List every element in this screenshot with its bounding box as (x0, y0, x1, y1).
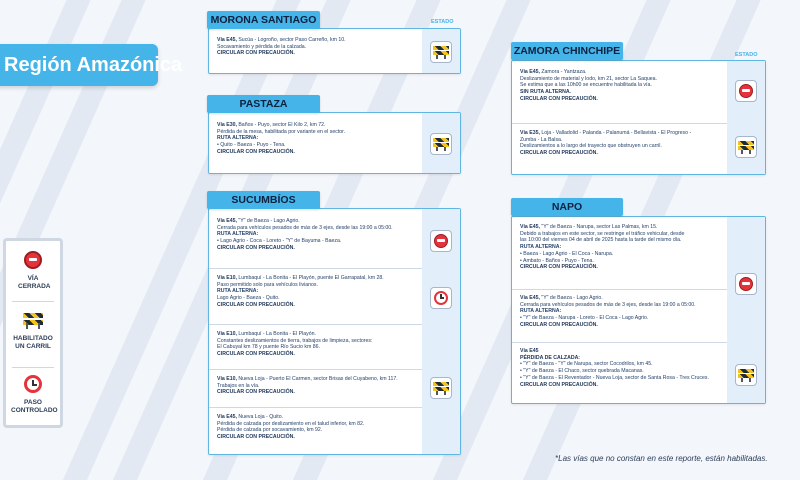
status-slot (735, 273, 757, 295)
road-route: "Y" de Baeza - Lago Agrio. (236, 218, 300, 224)
alt-route-item: • Baeza - Lago Agrio - El Coca - Narupa. (520, 251, 723, 258)
province-title-sucumbios: SUCUMBÍOS (207, 191, 320, 209)
road-detail: las 10:00 del viernes 04 de abril de 2025 hasta la tarde del mismo día. (520, 237, 682, 244)
road-entry (217, 37, 418, 57)
estado-label: ESTADO (735, 52, 758, 58)
affected-sector-item: • "Y" de Baeza - "Y" de Narupa, sector Cocodrilos, km 45. (520, 361, 723, 368)
road-entry (217, 376, 418, 396)
caution-note: CIRCULAR CON PRECAUCIÓN. (520, 381, 598, 388)
status-slot (430, 133, 452, 155)
province-title-morona-santiago: MORONA SANTIAGO (207, 11, 320, 29)
alt-route-label: RUTA ALTERNA: (217, 288, 259, 295)
affected-sector-item: • "Y" de Baeza - El Reventador - Nueva Loja, sector de Santa Rosa - Tres Cruces. (520, 375, 723, 382)
road-code: Vía E10, (217, 331, 237, 337)
road-route: Zamora - Yantzaza. (539, 69, 587, 75)
province-title-pastaza: PASTAZA (207, 95, 320, 113)
road-entry (217, 414, 418, 441)
road-detail: Paso permitido solo para vehículos livianos. (217, 281, 318, 288)
road-entry (520, 224, 723, 271)
entry-divider (209, 268, 422, 269)
no-alt-route-note: SIN RUTA ALTERNA. (520, 89, 572, 96)
card-morona-santiago (208, 28, 461, 74)
road-entry (520, 130, 723, 157)
road-code: Vía E45, (217, 218, 237, 224)
entry-divider (512, 342, 727, 343)
road-entry (217, 218, 418, 252)
status-slot (430, 41, 452, 63)
province-title-zamora-chinchipe: ZAMORA CHINCHIPE (511, 42, 623, 60)
legend-closed-label: VÍA CERRADA (18, 275, 51, 290)
region-title: Región Amazónica (0, 44, 158, 86)
road-code: Vía E45, (520, 69, 540, 75)
road-route: Lumbaquí - La Bonita - El Playón. (236, 331, 316, 337)
caution-note: CIRCULAR CON PRECAUCIÓN. (217, 148, 295, 155)
legend-one-lane-label: HABILITADO UN CARRIL (13, 335, 53, 350)
road-route: "Y" de Baeza - Narupa, sector Las Palmas, km 15. (539, 224, 658, 230)
one-lane-status-icon (735, 136, 757, 158)
road-route: Loja - Valladolid - Palanda - Palanumá - Bellavista - El Progreso - (539, 130, 692, 136)
caution-note: CIRCULAR CON PRECAUCIÓN. (520, 321, 598, 328)
controlled-passage-clock-icon (24, 375, 42, 393)
caution-note: CIRCULAR CON PRECAUCIÓN. (217, 301, 295, 308)
road-route: Lumbaquí - La Bonita - El Playón, puente El Garrapatal, km 28. (236, 275, 384, 281)
caution-note: CIRCULAR CON PRECAUCIÓN. (520, 264, 598, 271)
road-entry (217, 275, 418, 309)
loss-of-road-label: PÉRDIDA DE CALZADA: (520, 354, 581, 361)
road-closed-icon (24, 251, 42, 269)
road-code: Vía E30, (217, 122, 237, 128)
road-route: "Y" de Baeza - Lago Agrio. (539, 295, 603, 301)
road-code: Vía E10, (217, 376, 237, 382)
legend-one-lane (6, 311, 60, 351)
road-entry (217, 122, 418, 156)
road-detail: Cerrada para vehículos pesados de más de 3 ejes, desde las 19:00 a 05:00. (520, 301, 696, 308)
alt-route-text: Lago Agrio - Baeza - Quito. (217, 295, 280, 302)
road-entry (217, 331, 418, 358)
road-code: Vía E45, (217, 414, 237, 420)
alt-route-label: RUTA ALTERNA: (217, 135, 259, 142)
caution-note: CIRCULAR CON PRECAUCIÓN. (217, 244, 295, 251)
card-pastaza (208, 112, 461, 174)
road-closed-status-icon (735, 273, 757, 295)
caution-note: CIRCULAR CON PRECAUCIÓN. (520, 150, 598, 157)
road-route: Baños - Puyo, sector El Kilo 2, km 72. (236, 122, 326, 128)
alt-route-item: • Ambato - Baños - Puyo - Tena. (520, 258, 723, 265)
status-legend (3, 238, 63, 428)
one-lane-barrier-icon (23, 311, 43, 329)
road-closed-status-icon (430, 230, 452, 252)
road-code: Vía E45 (520, 348, 539, 354)
one-lane-status-icon (430, 41, 452, 63)
legend-controlled (6, 375, 60, 415)
province-title-napo: NAPO (511, 198, 623, 216)
entry-divider (512, 289, 727, 290)
road-detail: Deslizamientos a lo largo del trayecto que obstruyen un carril. (520, 143, 662, 150)
road-detail: Zumba - La Balsa. (520, 136, 563, 143)
caution-note: CIRCULAR CON PRECAUCIÓN. (217, 434, 295, 441)
status-slot (735, 80, 757, 102)
legend-divider (12, 367, 54, 368)
road-detail: Trabajos en la vía. (217, 382, 260, 389)
status-slot (430, 287, 452, 309)
road-entry (520, 69, 723, 103)
one-lane-status-icon (430, 133, 452, 155)
one-lane-status-icon (735, 364, 757, 386)
road-entry (520, 295, 723, 329)
entry-divider (209, 369, 422, 370)
alt-route-item: • Lago Agrio - Coca - Loreto - "Y" de Bayuma - Baeza. (217, 238, 418, 245)
card-napo (511, 216, 766, 404)
alt-route-label: RUTA ALTERNA: (520, 244, 562, 251)
road-detail: Debido a trabajos en este sector, se restringe el tráfico vehicular, desde (520, 230, 685, 237)
alt-route-label: RUTA ALTERNA: (520, 308, 562, 315)
entry-divider (512, 123, 727, 124)
status-slot (735, 136, 757, 158)
road-detail: Pérdida de la mesa, habilitada por variante en el sector. (217, 128, 346, 135)
alt-route-item: • "Y" de Baeza - Narupa - Loreto - El Coca - Lago Agrio. (520, 315, 723, 322)
caution-note: CIRCULAR CON PRECAUCIÓN. (217, 389, 295, 396)
road-detail: Cerrada para vehículos pesados de más de 3 ejes, desde las 19:00 a 05:00. (217, 224, 393, 231)
affected-sector-item: • "Y" de Baeza - El Chaco, sector quebrada Macanas. (520, 368, 723, 375)
caution-note: CIRCULAR CON PRECAUCIÓN. (217, 50, 295, 57)
caution-note: CIRCULAR CON PRECAUCIÓN. (217, 351, 295, 358)
alt-route-item: • Quito - Baeza - Puyo - Tena. (217, 142, 418, 149)
road-route: Nueva Loja - Puerto El Carmen, sector Brisas del Cuyabeno, km 117. (236, 376, 398, 382)
road-detail: Deslizamiento de material y lodo, km 21, sector La Saquea. (520, 75, 657, 82)
status-slot (735, 364, 757, 386)
legend-divider (12, 301, 54, 302)
road-detail: Pérdida de calzada por deslizamiento en el talud inferior, km 82. (217, 420, 365, 427)
legend-controlled-label: PASO CONTROLADO (11, 399, 58, 414)
road-detail: Pérdida de calzada por socavamiento, km 92. (217, 427, 323, 434)
alt-route-label: RUTA ALTERNA: (217, 231, 259, 238)
road-detail: Se estima que a las 10h00 se encuentre habilitada la vía. (520, 82, 652, 89)
road-entry (520, 348, 723, 388)
road-code: Vía E45, (217, 37, 237, 43)
legend-closed (6, 251, 60, 291)
road-detail: El Cabuyal km 78 y puente Río Sucio km 86. (217, 344, 320, 351)
status-slot (430, 230, 452, 252)
road-code: Vía E45, (520, 224, 540, 230)
entry-divider (209, 407, 422, 408)
controlled-passage-status-icon (430, 287, 452, 309)
card-sucumbios (208, 208, 461, 455)
status-slot (430, 377, 452, 399)
entry-divider (209, 324, 422, 325)
road-detail: Constantes deslizamientos de tierra, trabajos de limpieza, sectores: (217, 337, 373, 344)
road-code: Vía E35, (520, 130, 540, 136)
road-detail: Socavamiento y pérdida de la calzada. (217, 43, 307, 50)
road-route: Nueva Loja - Quito. (236, 414, 284, 420)
caution-note: CIRCULAR CON PRECAUCIÓN. (520, 95, 598, 102)
card-zamora-chinchipe (511, 60, 766, 175)
estado-label: ESTADO (431, 19, 454, 25)
road-route: Sucúa - Logroño, sector Paso Carreño, km 10. (236, 37, 346, 43)
one-lane-status-icon (430, 377, 452, 399)
road-code: Vía E10, (217, 275, 237, 281)
footnote: *Las vías que no constan en este reporte, están habilitadas. (555, 454, 768, 463)
road-code: Vía E45, (520, 295, 540, 301)
road-closed-status-icon (735, 80, 757, 102)
